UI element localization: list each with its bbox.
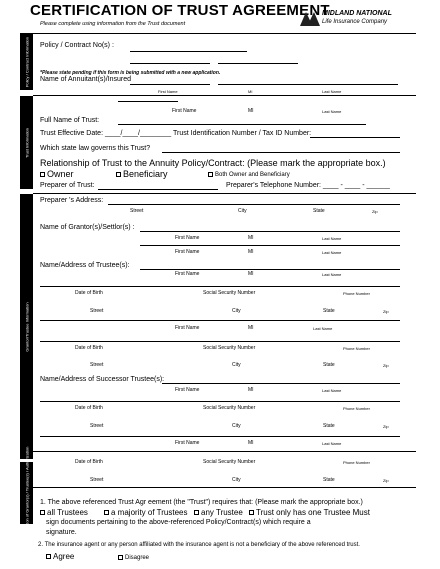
col-mi: MI — [248, 440, 254, 446]
agree-checkbox[interactable] — [46, 554, 51, 559]
col-last-name: Last Name — [322, 236, 342, 241]
beneficiary-checkbox[interactable] — [116, 172, 121, 177]
col-state: State — [313, 208, 325, 214]
pending-note: *Please state pending if this form is being submitted with a new application. — [40, 70, 221, 76]
col-phone: Phone Number — [343, 406, 370, 411]
state-law-label: Which state law governs this Trust? — [40, 145, 151, 152]
col-last-name: Last Name — [322, 272, 342, 277]
col-state: State — [323, 308, 335, 314]
both-checkbox[interactable] — [208, 172, 213, 177]
col-mi: MI — [248, 235, 254, 241]
cert-item1: 1. The above referenced Trust Agr eement (the "Trust") requires that: (Please mark the appropriate box.) — [40, 499, 363, 506]
col-state: State — [323, 362, 335, 368]
company-logo — [300, 10, 418, 30]
col-mi: MI — [248, 108, 254, 114]
majority-checkbox[interactable] — [104, 510, 109, 515]
col-first-name: First Name — [175, 325, 200, 331]
divider — [33, 451, 416, 452]
logo-line1: MIDLAND NATIONAL — [322, 10, 392, 17]
logo-mark-icon — [300, 12, 320, 26]
all-trustees-option[interactable]: all Trustees — [40, 508, 88, 517]
form-title: CERTIFICATION OF TRUST AGREEMENT — [30, 2, 330, 19]
relationship-label: Relationship of Trust to the Annuity Policy/Contract: (Please mark the appropriate box.) — [40, 158, 386, 168]
trustee-dob-ssn-line[interactable] — [40, 286, 400, 287]
sidebar-certification: Certification of Grantor(s) / Trustee(s) / Authorization — [20, 462, 33, 524]
trustee-field[interactable] — [140, 269, 400, 270]
trustee-label: Name/Address of Trustee(s): — [40, 262, 130, 269]
policy-no-label: Policy / Contract No(s) : — [40, 42, 114, 49]
owner-option[interactable]: Owner — [40, 169, 74, 179]
col-phone: Phone Number — [343, 346, 370, 351]
col-street: Street — [90, 308, 104, 314]
col-street: Street — [130, 208, 144, 214]
col-city: City — [232, 477, 241, 483]
col-state: State — [323, 477, 335, 483]
agree-option[interactable]: Agree — [46, 552, 74, 561]
col-last-name: Last Name — [313, 326, 333, 331]
disagree-option[interactable]: Disagree — [118, 555, 149, 561]
col-first-name: First Name — [158, 89, 178, 94]
col-last-name: Last Name — [322, 250, 342, 255]
cert-sign-line: sign documents pertaining to the above-referenced Policy/Contract(s) which require a — [46, 519, 311, 526]
col-last-name: Last Name — [322, 441, 342, 446]
col-ssn: Social Security Number — [203, 290, 256, 296]
trust-name-field-top[interactable] — [118, 101, 178, 102]
col-dob: Date of Birth — [75, 290, 103, 296]
col-city: City — [238, 208, 247, 214]
sidebar-trust: Trust Information — [20, 96, 33, 189]
col-last-name: Last Name — [322, 89, 342, 94]
divider — [33, 33, 416, 34]
trust-effective-date-label: Trust Effective Date: ____/____/________ — [40, 130, 172, 137]
policy-no-field[interactable] — [130, 51, 247, 52]
successor-label: Name/Address of Successor Trustee(s): — [40, 376, 165, 383]
col-first-name: First Name — [175, 387, 200, 393]
col-dob: Date of Birth — [75, 405, 103, 411]
col-city: City — [232, 423, 241, 429]
col-mi: MI — [248, 325, 254, 331]
successor-field[interactable] — [162, 383, 400, 384]
both-option[interactable]: Both Owner and Beneficiary — [208, 172, 290, 178]
beneficiary-option[interactable]: Beneficiary — [116, 169, 168, 179]
state-law-field[interactable] — [162, 152, 400, 153]
cert-signature: signature. — [46, 529, 77, 536]
divider — [33, 193, 416, 194]
col-mi: MI — [248, 249, 254, 255]
trust-tin-field[interactable] — [310, 137, 400, 138]
col-first-name: First Name — [175, 249, 200, 255]
col-street: Street — [90, 362, 104, 368]
col-street: Street — [90, 477, 104, 483]
trustee2-dob-line[interactable] — [40, 341, 400, 342]
col-city: City — [232, 308, 241, 314]
col-state: State — [323, 423, 335, 429]
divider — [33, 487, 416, 488]
any-trustee-option[interactable]: any Trustee — [194, 508, 243, 517]
col-zip: Zip — [372, 209, 378, 214]
form-subtitle: Please complete using information from the Trust document — [40, 21, 186, 27]
disagree-checkbox[interactable] — [118, 555, 123, 560]
trust-name-field[interactable] — [118, 124, 366, 125]
annuitant-field-2[interactable] — [218, 84, 398, 85]
preparer-address-field[interactable] — [108, 204, 400, 205]
successor-dob-line[interactable] — [40, 401, 400, 402]
col-phone: Phone Number — [343, 460, 370, 465]
col-first-name: First Name — [175, 440, 200, 446]
owner-checkbox[interactable] — [40, 172, 45, 177]
preparer-phone-label: Preparer's Telephone Number: ____ - ____ - ______ — [226, 182, 390, 189]
col-zip: Zip — [383, 363, 389, 368]
policy-no-field-3[interactable] — [218, 63, 298, 64]
one-trustee-checkbox[interactable] — [249, 510, 254, 515]
col-street: Street — [90, 423, 104, 429]
any-trustee-checkbox[interactable] — [194, 510, 199, 515]
trust-tin-label: Trust Identification Number / Tax ID Number: — [173, 130, 312, 137]
col-zip: Zip — [383, 309, 389, 314]
grantor-label: Name of Grantor(s)/Settlor(s) : — [40, 224, 135, 231]
all-trustees-checkbox[interactable] — [40, 510, 45, 515]
successor2-name-line[interactable] — [40, 436, 400, 437]
preparer-address-label: Preparer 's Address: — [40, 197, 104, 204]
trust-name-label: Full Name of Trust: — [40, 117, 100, 124]
col-zip: Zip — [383, 424, 389, 429]
one-trustee-option[interactable]: Trust only has one Trustee Must — [249, 508, 370, 517]
col-dob: Date of Birth — [75, 345, 103, 351]
cert-item2: 2. The insurance agent or any person affiliated with the insurance agent is not a beneficiary of the above referenced trust. — [38, 542, 360, 548]
trustee2-name-line[interactable] — [40, 320, 400, 321]
divider — [33, 95, 416, 96]
col-dob: Date of Birth — [75, 459, 103, 465]
sidebar-grantor: Grantor/Trustee Information — [20, 194, 33, 459]
col-last-name: Last Name — [322, 388, 342, 393]
col-ssn: Social Security Number — [203, 345, 256, 351]
col-city: City — [232, 362, 241, 368]
policy-no-field-2[interactable] — [130, 63, 210, 64]
col-phone: Phone Number — [343, 291, 370, 296]
col-mi: MI — [248, 89, 253, 94]
col-first-name: First Name — [175, 271, 200, 277]
grantor-field-2[interactable] — [140, 245, 400, 246]
grantor-field[interactable] — [140, 231, 400, 232]
sidebar-policy: Policy / Contract Information — [20, 33, 33, 90]
col-first-name: First Name — [175, 235, 200, 241]
col-ssn: Social Security Number — [203, 459, 256, 465]
annuitant-field[interactable] — [130, 84, 210, 85]
col-mi: MI — [248, 271, 254, 277]
col-first-name: First Name — [172, 108, 197, 114]
annuitant-label: Name of Annuitant(s)/Insured — [40, 76, 132, 83]
preparer-label: Preparer of Trust: — [40, 182, 95, 189]
logo-line2: Life Insurance Company — [322, 19, 388, 25]
col-mi: MI — [248, 387, 254, 393]
majority-option[interactable]: a majority of Trustees — [104, 508, 187, 517]
col-last-name: Last Name — [322, 109, 342, 114]
col-zip: Zip — [383, 478, 389, 483]
preparer-field[interactable] — [98, 189, 218, 190]
col-ssn: Social Security Number — [203, 405, 256, 411]
